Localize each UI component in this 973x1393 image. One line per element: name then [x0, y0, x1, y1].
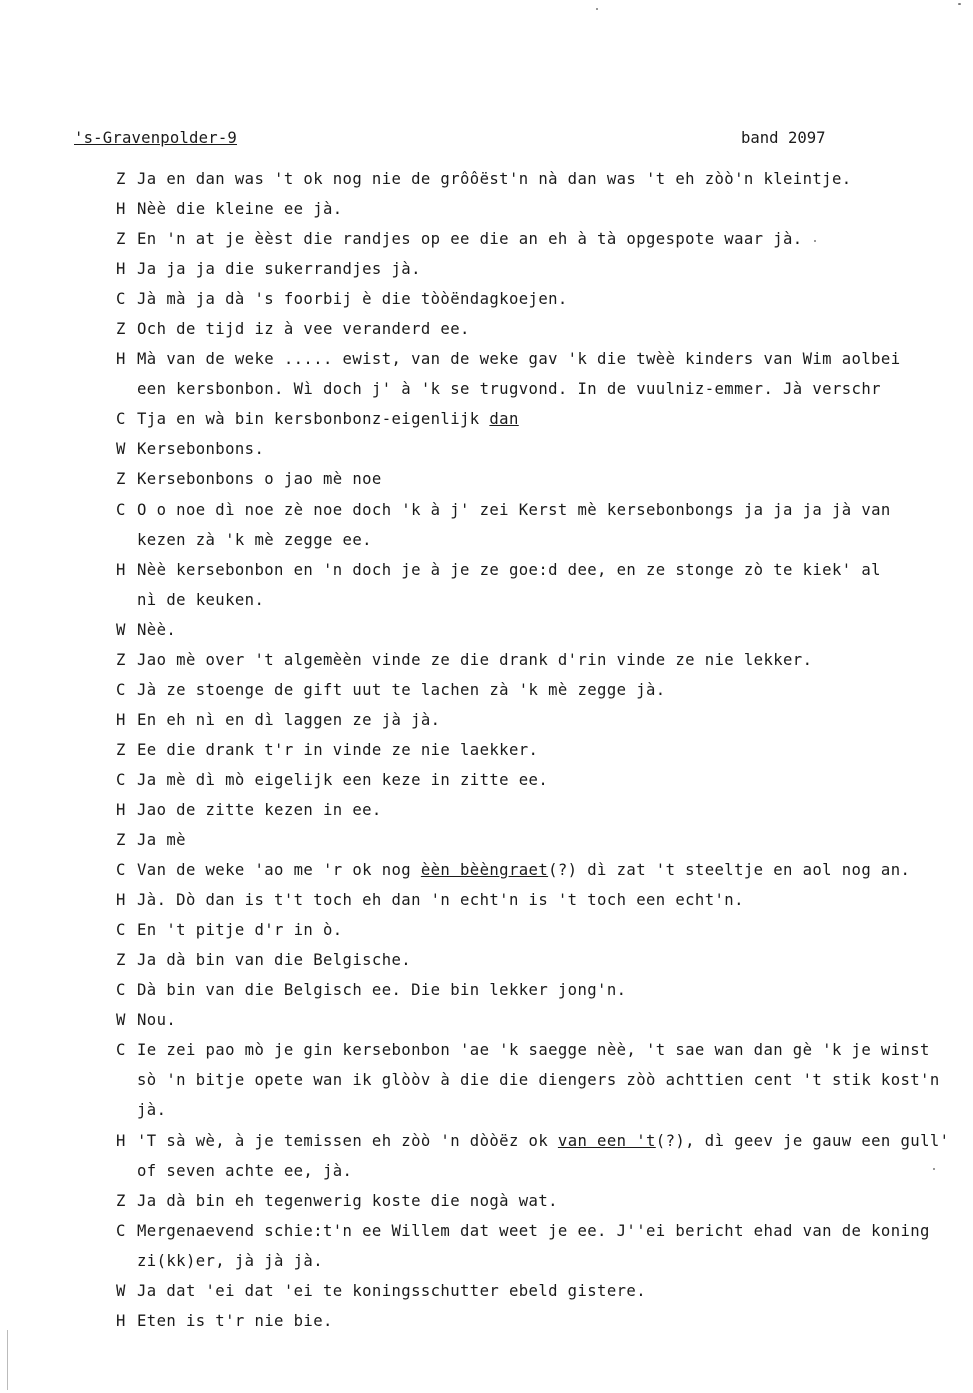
speaker-code: C: [116, 290, 126, 309]
utterance-text: nì de keuken.: [137, 590, 265, 609]
utterance-line: [116, 771, 966, 801]
utterance-line: [116, 1282, 966, 1312]
continuation-line: [116, 531, 966, 561]
speaker-code: Z: [116, 951, 126, 970]
speaker-code: H: [116, 800, 126, 819]
utterance-line: [116, 440, 966, 470]
speaker-code: Z: [116, 230, 126, 249]
utterance-text: Ja mè dì mò eigelijk een keze in zitte ee.: [137, 770, 549, 789]
utterance-line: [116, 200, 966, 230]
continuation-line: [116, 1162, 966, 1192]
continuation-line: [116, 1101, 966, 1131]
utterance-text: 'T sà wè, à je temissen eh zòò 'n dòòëz ok: [137, 1131, 558, 1150]
utterance-line: [116, 170, 966, 200]
utterance-line: [116, 230, 966, 260]
utterance-text: Kersebonbons o jao mè noe: [137, 470, 382, 489]
tape-number: band 2097: [741, 129, 826, 147]
utterance-line: [116, 651, 966, 681]
utterance-line: [116, 1132, 966, 1162]
utterance-text: Jao mè over 't algemèèn vinde ze die drank d'rin vinde ze nie lekker.: [137, 650, 813, 669]
utterance-line: [116, 891, 966, 921]
continuation-line: [116, 1252, 966, 1282]
speaker-code: C: [116, 1221, 126, 1240]
speaker-code: Z: [116, 740, 126, 759]
utterance-line: [116, 921, 966, 951]
speaker-code: W: [116, 1011, 126, 1030]
utterance-text: Och de tijd iz à vee veranderd ee.: [137, 320, 470, 339]
utterance-text: Jà. Dò dan is t't toch eh dan 'n echt'n is 't toch een echt'n.: [137, 891, 744, 910]
utterance-text: Ee die drank t'r in vinde ze nie laekker.: [137, 740, 539, 759]
utterance-text: O o noe dì noe zè noe doch 'k à j' zei Kerst mè kersebonbongs ja ja ja jà van: [137, 500, 891, 519]
speaker-code: W: [116, 1281, 126, 1300]
speaker-code: Z: [116, 831, 126, 850]
utterance-text-after: (?) dì zat 't steeltje en aol nog an.: [548, 861, 911, 880]
speaker-code: H: [116, 560, 126, 579]
utterance-line: [116, 320, 966, 350]
speaker-code: H: [116, 200, 126, 219]
speaker-code: H: [116, 1311, 126, 1330]
utterance-text: Tja en wà bin kersbonbonz-eigenlijk: [137, 410, 490, 429]
scan-speck: [933, 1168, 935, 1170]
speaker-code: C: [116, 981, 126, 1000]
utterance-text: Jà ze stoenge de gift uut te lachen zà 'k mè zegge jà.: [137, 680, 666, 699]
speaker-code: C: [116, 921, 126, 940]
utterance-text: Jà mà ja dà 's foorbij è die tòòëndagkoejen.: [137, 290, 568, 309]
utterance-text: sò 'n bitje opete wan ik glòòv à die die diengers zòò achttien cent 't stik kost'n: [137, 1071, 940, 1090]
utterance-line: [116, 501, 966, 531]
utterance-text: En 't pitje d'r in ò.: [137, 921, 343, 940]
scan-edge-mark: [7, 1330, 8, 1390]
underlined-text: van een 't: [557, 1131, 656, 1150]
speaker-code: H: [116, 891, 126, 910]
utterance-line: [116, 831, 966, 861]
scan-speck: [958, 3, 961, 5]
utterance-line: [116, 260, 966, 290]
speaker-code: W: [116, 440, 126, 459]
utterance-line: [116, 470, 966, 500]
utterance-text: Ja dà bin eh tegenwerig koste die nogà wat.: [137, 1191, 558, 1210]
utterance-text: zi(kk)er, jà jà jà.: [137, 1251, 323, 1270]
utterance-text: Jao de zitte kezen in ee.: [137, 800, 382, 819]
utterance-line: [116, 1192, 966, 1222]
utterance-line: [116, 681, 966, 711]
location-header: 's-Gravenpolder-9: [74, 129, 237, 147]
utterance-text: kezen zà 'k mè zegge ee.: [137, 530, 372, 549]
utterance-text: Eten is t'r nie bie.: [137, 1311, 333, 1330]
utterance-line: [116, 741, 966, 771]
speaker-code: Z: [116, 1191, 126, 1210]
utterance-line: [116, 350, 966, 380]
utterance-text: Ja mè: [137, 831, 186, 850]
transcript-lines: [116, 170, 966, 1342]
continuation-line: [116, 591, 966, 621]
speaker-code: C: [116, 861, 126, 880]
utterance-text: Ie zei pao mò je gin kersebonbon 'ae 'k saegge nèè, 't sae wan dan gè 'k je winst: [137, 1041, 930, 1060]
underlined-text: èèn bèèngraet: [420, 861, 549, 880]
speaker-code: Z: [116, 650, 126, 669]
utterance-line: [116, 1011, 966, 1041]
speaker-code: H: [116, 1131, 126, 1150]
utterance-text: En eh nì en dì laggen ze jà jà.: [137, 710, 441, 729]
utterance-line: [116, 981, 966, 1011]
utterance-line: [116, 290, 966, 320]
utterance-text-after: (?), dì geev je gauw een gull': [655, 1131, 950, 1150]
speaker-code: C: [116, 410, 126, 429]
utterance-text: Ja dà bin van die Belgische.: [137, 951, 412, 970]
utterance-line: [116, 1041, 966, 1071]
utterance-line: [116, 561, 966, 591]
utterance-text: Van de weke 'ao me 'r ok nog: [137, 861, 421, 880]
speaker-code: C: [116, 500, 126, 519]
utterance-text: of seven achte ee, jà.: [137, 1161, 353, 1180]
utterance-text: Ja ja ja die sukerrandjes jà.: [137, 260, 421, 279]
utterance-text: een kersbonbon. Wì doch j' à 'k se trugvond. In de vuulniz-emmer. Jà verschr: [137, 380, 881, 399]
speaker-code: W: [116, 620, 126, 639]
utterance-text: jà.: [137, 1101, 167, 1120]
utterance-line: [116, 801, 966, 831]
speaker-code: C: [116, 770, 126, 789]
utterance-text: Nèè.: [137, 620, 177, 639]
continuation-line: [116, 1071, 966, 1101]
underlined-text: dan: [489, 410, 519, 429]
speaker-code: Z: [116, 170, 126, 188]
scan-speck: [596, 8, 598, 10]
utterance-line: [116, 861, 966, 891]
speaker-code: Z: [116, 470, 126, 489]
utterance-text: Kersebonbons.: [137, 440, 265, 459]
utterance-text: Nèè kersebonbon en 'n doch je à je ze goe:d dee, en ze stonge zò te kiek' al: [137, 560, 881, 579]
utterance-text: Nèè die kleine ee jà.: [137, 200, 343, 219]
continuation-line: [116, 380, 966, 410]
utterance-line: [116, 711, 966, 741]
utterance-line: [116, 951, 966, 981]
utterance-text: Mergenaevend schie:t'n ee Willem dat weet je ee. J''ei bericht ehad van de koning: [137, 1221, 930, 1240]
speaker-code: C: [116, 1041, 126, 1060]
utterance-line: [116, 621, 966, 651]
utterance-line: [116, 1312, 966, 1342]
utterance-text: Ja dat 'ei dat 'ei te koningsschutter ebeld gistere.: [137, 1281, 646, 1300]
speaker-code: Z: [116, 320, 126, 339]
speaker-code: C: [116, 680, 126, 699]
utterance-text: Ja en dan was 't ok nog nie de grôôëst'n nà dan was 't eh zòò'n kleintje.: [137, 170, 852, 188]
speaker-code: H: [116, 350, 126, 369]
utterance-text: Nou.: [137, 1011, 177, 1030]
speaker-code: H: [116, 710, 126, 729]
utterance-text: En 'n at je èèst die randjes op ee die an eh à tà opgespote waar jà.: [137, 230, 803, 249]
utterance-line: [116, 1222, 966, 1252]
utterance-line: [116, 410, 966, 440]
scan-speck: [814, 240, 816, 242]
utterance-text: Dà bin van die Belgisch ee. Die bin lekker jong'n.: [137, 981, 627, 1000]
utterance-text: Mà van de weke ..... ewist, van de weke gav 'k die twèè kinders van Wim aolbei: [137, 350, 901, 369]
speaker-code: H: [116, 260, 126, 279]
